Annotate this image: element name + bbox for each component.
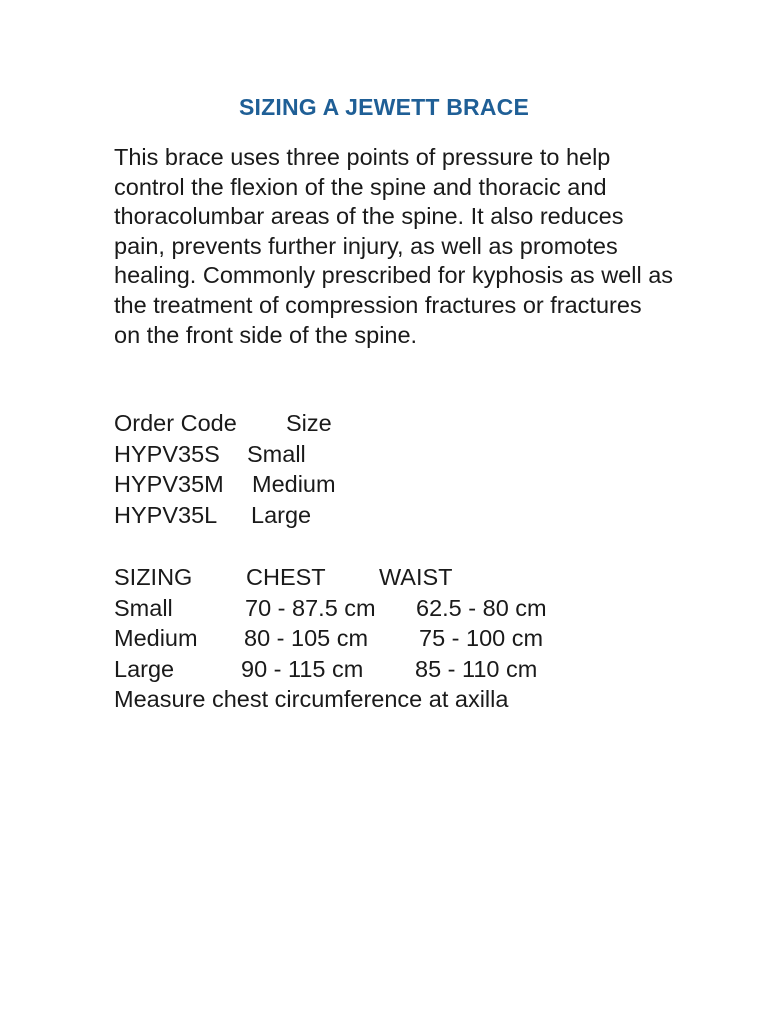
order-size: Large [251, 501, 312, 528]
measurement-note: Measure chest circumference at axilla [114, 686, 509, 712]
waist-range: 75 - 100 cm [419, 625, 544, 651]
waist-range: 62.5 - 80 cm [416, 594, 547, 621]
chest-range: 70 - 87.5 cm [245, 594, 376, 621]
order-code: HYPV35M [114, 471, 224, 497]
order-code: HYPV35L [114, 501, 218, 528]
document-title: SIZING A JEWETT BRACE [238, 94, 529, 120]
order-code-header: Order Code [114, 410, 237, 436]
chest-range: 80 - 105 cm [244, 625, 369, 651]
order-size: Small [247, 440, 306, 467]
size-name: Small [114, 594, 173, 621]
size-header: Size [286, 410, 332, 436]
order-code: HYPV35S [114, 440, 220, 467]
chest-header: CHEST [246, 564, 326, 590]
chest-range: 90 - 115 cm [241, 655, 364, 682]
waist-range: 85 - 110 cm [415, 655, 538, 682]
size-name: Medium [114, 625, 198, 651]
sizing-header: SIZING [114, 564, 193, 590]
description-paragraph: This brace uses three points of pressure to help control the flexion of the spine and thoracic and thoracolumbar areas of the spine. It also reduces pain, prevents further injury, as well as promotes healing. Commonly prescribed for kyphosis as well as the treatment of compression fractures or fractures on the front side of the spine. [114, 144, 674, 348]
waist-header: WAIST [379, 564, 453, 590]
size-name: Large [114, 655, 175, 682]
order-size: Medium [252, 471, 336, 497]
